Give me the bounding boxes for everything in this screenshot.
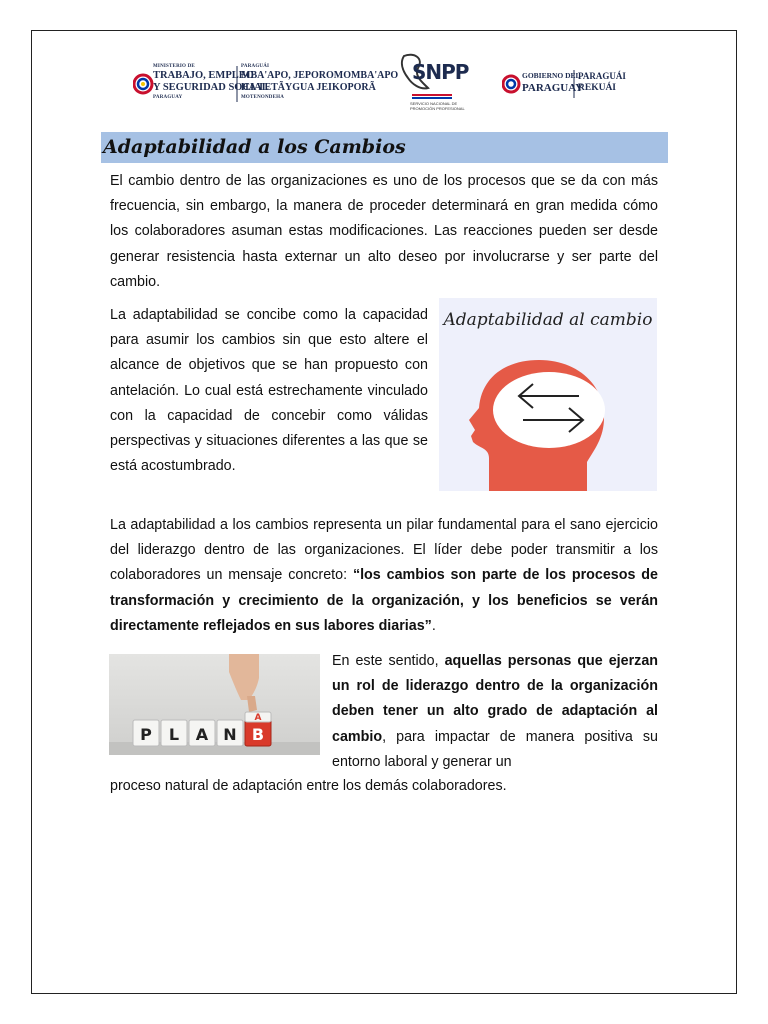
plan-b-blocks-image xyxy=(109,654,320,755)
snpp-logo xyxy=(400,52,469,112)
mtess-line1: MINISTERIO DE xyxy=(153,64,195,69)
mtess-gn-line0: PARAGUÁI xyxy=(241,64,270,69)
gobierno-line4: REKUÁI xyxy=(578,83,617,93)
block-letter-l: L xyxy=(168,725,180,744)
paragraph-4-end: proceso natural de adaptación entre los demás colaboradores. xyxy=(110,778,507,794)
section-title-bar xyxy=(101,132,668,163)
adaptability-illustration xyxy=(439,298,657,491)
gobierno-logo xyxy=(502,68,626,100)
section-title: Adaptabilidad a los Cambios xyxy=(103,136,406,158)
gobierno-line2: PARAGUAY xyxy=(522,82,584,94)
snpp-sub2: PROMOCIÓN PROFESIONAL xyxy=(410,106,465,111)
paragraph-3-end: . xyxy=(431,617,436,634)
snpp-sub1: SERVICIO NACIONAL DE xyxy=(410,101,458,106)
block-letter-p: P xyxy=(140,725,152,744)
snpp-name: SNPP xyxy=(412,60,469,84)
paragraph-3-start: La adaptabilidad a los cambios representa un pilar fundamental para el sano ejercicio del liderazgo dentro de las organizaciones. El líder debe poder transmitir a los colaboradores un mensaje concreto: xyxy=(110,517,658,584)
block-letter-a: A xyxy=(195,725,209,744)
mtess-line4: PARAGUAY xyxy=(153,95,183,100)
paragraph-4 xyxy=(332,649,658,775)
mtess-logo xyxy=(133,64,399,104)
mtess-line3: Y SEGURIDAD SOCIAL xyxy=(153,82,269,93)
head-arrows-icon xyxy=(439,298,657,491)
mtess-gn-line3: MOTENONDEHA xyxy=(241,95,285,100)
paragraph-2: La adaptabilidad se concibe como la capacidad para asumir los cambios sin que esto altere el alcance de objetivos que se han propuesto con antelación. Lo cual está estrechamente vinculado con la capacidad de concebir como válidas perspectivas y situaciones diferentes a las que se está acostumbrado. xyxy=(110,307,428,475)
block-letter-b: B xyxy=(251,725,265,744)
gobierno-line1: GOBIERNO DEL xyxy=(522,71,581,80)
paragraph-4-mid: , para impactar de manera positiva su entorno laboral y generar un xyxy=(332,728,658,770)
mtess-gn-line2: HA TETÃYGUA JEIKOPORÃ xyxy=(241,82,376,93)
paragraph-4-start: En este sentido, xyxy=(332,653,445,669)
block-letter-a-top: A xyxy=(254,713,262,723)
paragraph-3-quote: “los cambios son parte de los procesos de transformación y crecimiento de la organización, y los beneficios se verán directamente reflejados en sus labores diarias” xyxy=(110,567,658,634)
mtess-line2: TRABAJO, EMPLEO xyxy=(153,70,254,81)
paragraph-3 xyxy=(110,513,658,639)
plan-b-photo xyxy=(109,654,320,755)
paragraph-4-bold: aquellas personas que ejerzan un rol de liderazgo dentro de la organización deben tener un alto grado de adaptación al cambio xyxy=(332,653,658,745)
paragraph-1: El cambio dentro de las organizaciones es uno de los procesos que se da con más frecuencia, sin embargo, la manera de proceder determinará en gran medida cómo los colaboradores asuman estas modificaciones. Las reacciones pueden ser desde generar resistencia hasta externar un alto deseo por involucrarse y ser parte del cambio. xyxy=(110,173,658,290)
mtess-gn-line1: MBA'APO, JEPOROMOMBA'APO xyxy=(241,70,399,81)
gobierno-line3: PARAGUÁI xyxy=(578,71,626,81)
block-letter-n: N xyxy=(223,725,237,744)
illustration-title: Adaptabilidad al cambio xyxy=(443,310,653,330)
